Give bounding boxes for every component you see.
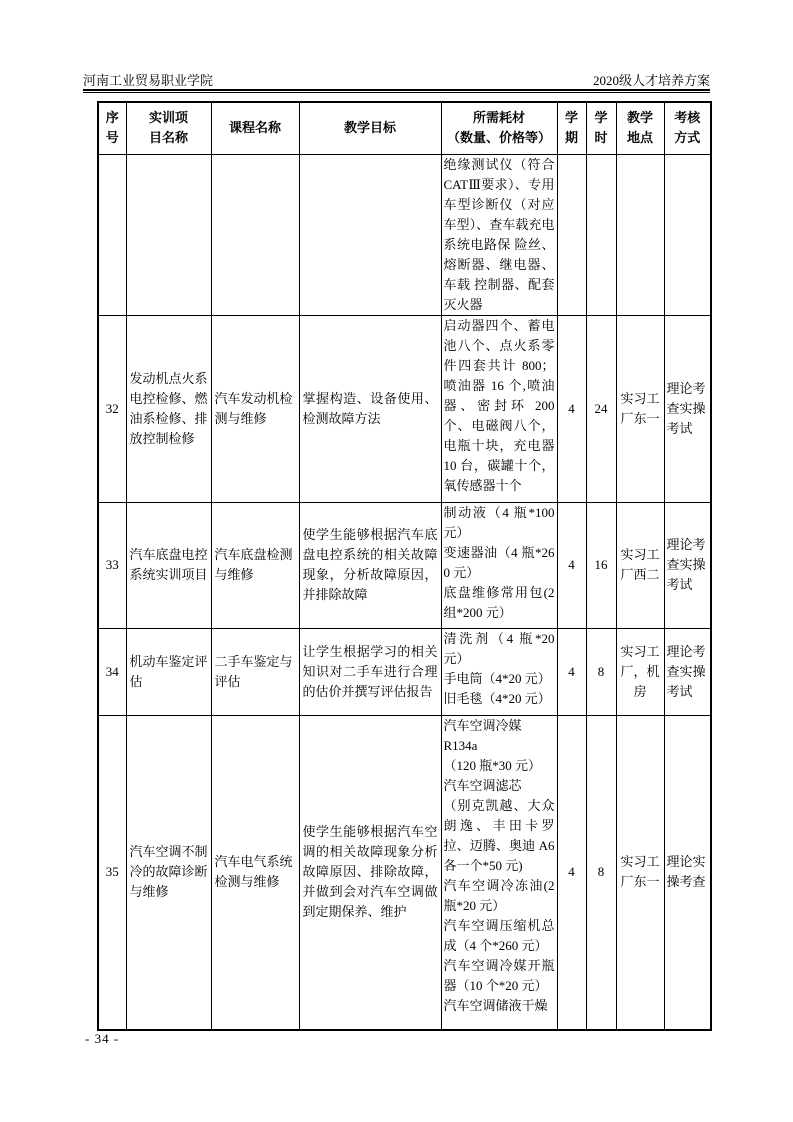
table-header-row [98,102,711,154]
col-header-no: 序 号 [98,102,126,154]
cell-location: 实习工厂，机房 [616,628,664,715]
table-row [98,715,711,1030]
cell-semester: 4 [557,502,586,628]
cell-semester: 4 [557,715,586,1030]
cell-objective: 让学生根据学习的相关知识对二手车进行合理的估价并撰写评估报告 [299,628,441,715]
col-header-course: 课程名称 [211,102,299,154]
cell-hours: 24 [586,315,616,502]
cell-hours: 16 [586,502,616,628]
cell-assessment: 理论实操考查 [664,715,711,1030]
table-row [98,628,711,715]
cell-course: 汽车发动机检测与维修 [211,315,299,502]
cell-hours: 8 [586,628,616,715]
cell-project: 汽车底盘电控系统实训项目 [126,502,211,628]
page-number: - 34 - [85,1031,120,1046]
cell-location: 实习工厂西二 [616,502,664,628]
cell-semester: 4 [557,315,586,502]
cell-project: 汽车空调不制冷的故障诊断与维修 [126,715,211,1030]
cell-project: 发动机点火系电控检修、燃油系检修、排放控制检修 [126,315,211,502]
cell-location [616,154,664,315]
cell-objective: 使学生能够根据汽车底盘电控系统的相关故障现象，分析故障原因，并排除故障 [299,502,441,628]
table-row [98,502,711,628]
col-header-hours: 学 时 [586,102,616,154]
cell-no: 33 [98,502,126,628]
training-projects-table [97,101,712,1031]
cell-hours [586,154,616,315]
table-row [98,315,711,502]
cell-no [98,154,126,315]
cell-location: 实习工厂东一 [616,715,664,1030]
cell-materials: 绝缘测试仪（符合CATⅢ要求）、专用车型诊断仪（对应车型）、查车载充电系统电路保 险丝、熔断器、继电器、车载 控制器、配套灭火器 [441,154,557,315]
col-header-semester: 学 期 [557,102,586,154]
cell-course: 汽车电气系统检测与维修 [211,715,299,1030]
cell-materials: 汽车空调冷媒 R134a （120 瓶*30 元） 汽车空调滤芯 （别克凯越、大众朗逸、丰田卡罗拉、迈腾、奥迪 A6 各一个*50 元) 汽车空调冷冻油(2 瓶*20 元） 汽车空调压缩机总成（4 个*260 元） 汽车空调冷媒开瓶器（10 个*20 元） 汽车空调储液干燥 [441,715,557,1030]
header-rule [83,89,710,93]
cell-hours: 8 [586,715,616,1030]
cell-semester [557,154,586,315]
cell-materials: 启动器四个、蓄电池八个、点火系零件四套共计 800；喷油器 16 个,喷油器、密封环 200 个、电磁阀八个，电瓶十块，充电器 10 台，碳罐十个，氧传感器十个 [441,315,557,502]
cell-assessment [664,154,711,315]
cell-materials: 制动液（4 瓶*100 元） 变速器油（4 瓶*260 元） 底盘维修常用包(2 组*200 元） [441,502,557,628]
cell-no: 34 [98,628,126,715]
col-header-location: 教学 地点 [616,102,664,154]
col-header-assessment: 考核 方式 [664,102,711,154]
cell-semester: 4 [557,628,586,715]
cell-course [211,154,299,315]
cell-objective: 掌握构造、设备使用、检测故障方法 [299,315,441,502]
cell-location: 实习工厂东一 [616,315,664,502]
cell-no: 35 [98,715,126,1030]
cell-objective [299,154,441,315]
cell-project: 机动车鉴定评估 [126,628,211,715]
col-header-materials: 所需耗材 （数量、价格等） [441,102,557,154]
table-row [98,154,711,315]
cell-assessment: 理论考查实操考试 [664,502,711,628]
col-header-objective: 教学目标 [299,102,441,154]
school-name: 河南工业贸易职业学院 [83,73,214,88]
cell-course: 二手车鉴定与评估 [211,628,299,715]
col-header-project: 实训项 目名称 [126,102,211,154]
cell-assessment: 理论考查实操考试 [664,315,711,502]
cell-no: 32 [98,315,126,502]
document-title: 2020级人才培养方案 [592,73,710,88]
cell-project [126,154,211,315]
cell-materials: 清洗剂（4 瓶*20 元） 手电筒（4*20 元） 旧毛毯（4*20 元） [441,628,557,715]
cell-assessment: 理论考查实操考试 [664,628,711,715]
cell-objective: 使学生能够根据汽车空调的相关故障现象分析故障原因、排除故障，并做到会对汽车空调做到定期保养、维护 [299,715,441,1030]
cell-course: 汽车底盘检测与维修 [211,502,299,628]
